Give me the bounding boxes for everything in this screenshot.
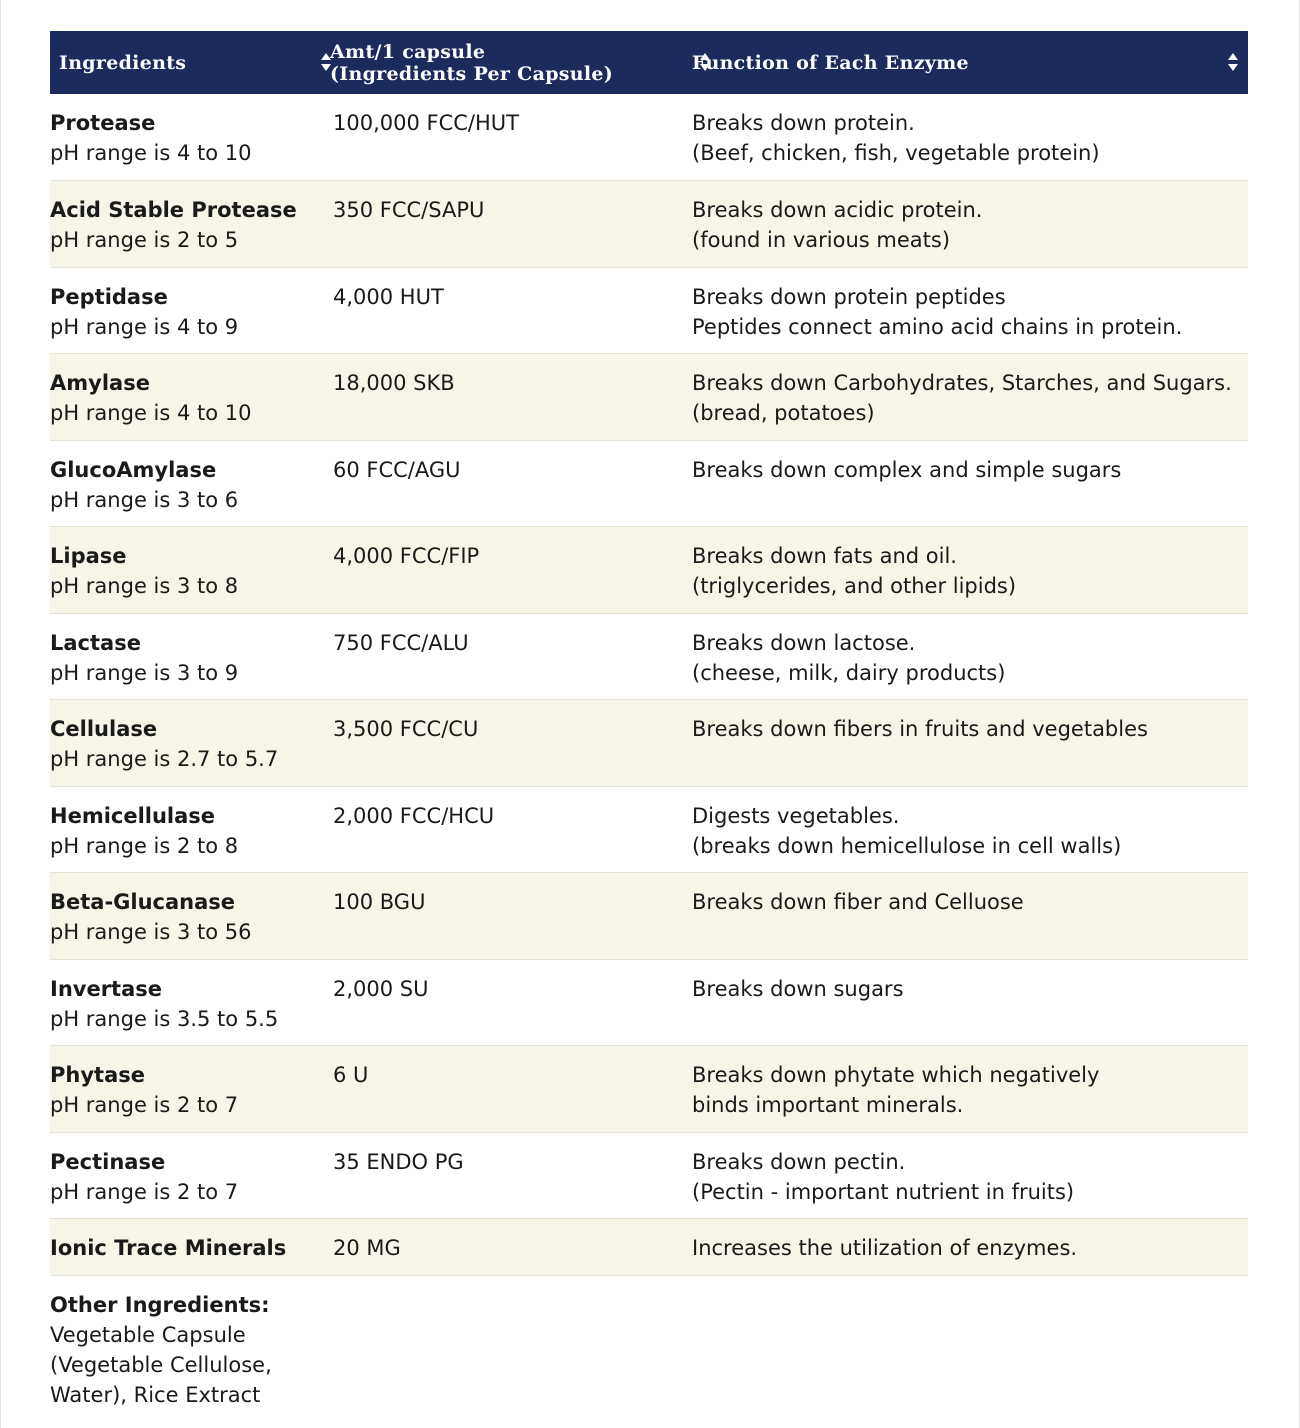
ph-range: pH range is 2 to 8 [50,834,239,858]
function-line-1: Breaks down lactose. [692,631,916,655]
header-function-label: Function of Each Enzyme [692,51,969,74]
ingredient-cell [50,181,333,267]
table-row [50,181,1248,268]
amount-cell [333,614,692,699]
function-cell [692,94,1248,180]
ingredient-name: Hemicellulase [50,804,216,828]
amount-value: 18,000 SKB [333,371,455,395]
ingredient-cell [50,614,333,699]
ph-range: pH range is 2 to 5 [50,228,239,252]
function-line-2: (cheese, milk, dairy products) [692,661,1006,685]
table-header [50,31,1248,94]
function-line-1: Breaks down protein peptides [692,285,1006,309]
amount-cell [333,960,692,1045]
ingredient-name: Beta-Glucanase [50,890,236,914]
ingredient-name: Pectinase [50,1150,166,1174]
ph-range: pH range is 2 to 7 [50,1180,239,1204]
function-line-1: Digests vegetables. [692,804,900,828]
function-cell [692,1219,1248,1275]
ingredient-cell [50,441,333,526]
amount-cell [333,700,692,786]
function-cell [692,700,1248,786]
ph-range: pH range is 3 to 6 [50,488,239,512]
table-row [50,441,1248,527]
amount-cell [333,527,692,613]
table-row [50,873,1248,960]
amount-value: 2,000 SU [333,977,429,1001]
table-row [50,94,1248,181]
ingredient-cell [50,787,333,872]
ingredient-name: Protease [50,111,156,135]
function-line-2: (bread, potatoes) [692,401,875,425]
ingredient-cell [50,960,333,1045]
amount-value: 2,000 FCC/HCU [333,804,495,828]
ph-range: pH range is 4 to 10 [50,141,252,165]
function-cell [692,268,1248,353]
amount-value: 3,500 FCC/CU [333,717,479,741]
function-line-1: Breaks down acidic protein. [692,198,983,222]
ingredient-name: Cellulase [50,717,158,741]
amount-value: 6 U [333,1063,369,1087]
amount-cell [333,268,692,353]
other-ingredients-cell [50,1276,333,1416]
table-row [50,1046,1248,1133]
ingredient-name: Invertase [50,977,163,1001]
amount-value: 100 BGU [333,890,426,914]
amount-cell [333,1046,692,1132]
function-line-2: (breaks down hemicellulose in cell walls) [692,834,1122,858]
ingredient-cell [50,1046,333,1132]
ingredient-name: Lipase [50,544,127,568]
amount-cell [333,873,692,959]
other-ingredients-line: Vegetable Capsule [50,1323,246,1347]
function-cell [692,181,1248,267]
function-line-2: binds important minerals. [692,1093,964,1117]
amount-cell [333,1133,692,1218]
table-row [50,614,1248,700]
table-row [50,1219,1248,1276]
table-row [50,1133,1248,1219]
function-line-1: Breaks down fats and oil. [692,544,957,568]
amount-cell [333,354,692,440]
ph-range: pH range is 2 to 7 [50,1093,239,1117]
header-function[interactable] [692,31,1248,94]
function-line-2: (Pectin - important nutrient in fruits) [692,1180,1075,1204]
ingredient-name: Ionic Trace Minerals [50,1236,287,1260]
table-row [50,268,1248,354]
ingredient-name: Amylase [50,371,150,395]
amount-cell [333,1219,692,1275]
function-cell [692,1133,1248,1218]
function-line-1: Breaks down Carbohydrates, Starches, and Sugars. [692,371,1232,395]
ph-range: pH range is 3.5 to 5.5 [50,1007,279,1031]
sort-icon[interactable] [1226,52,1240,72]
amount-value: 750 FCC/ALU [333,631,469,655]
function-cell [692,960,1248,1045]
amount-value: 4,000 HUT [333,285,444,309]
function-cell [692,1276,1248,1416]
ingredient-cell [50,1133,333,1218]
ingredient-name: Acid Stable Protease [50,198,297,222]
ingredient-cell [50,873,333,959]
other-ingredients-row [50,1276,1248,1416]
function-cell [692,614,1248,699]
table-row [50,354,1248,441]
header-amount-label: Amt/1 capsule (Ingredients Per Capsule) [330,40,614,85]
amount-value: 20 MG [333,1236,401,1260]
ingredient-cell [50,94,333,180]
other-ingredients-line: Water), Rice Extract [50,1383,261,1407]
table-row [50,527,1248,614]
table-row [50,787,1248,873]
amount-cell [333,441,692,526]
ph-range: pH range is 3 to 9 [50,661,239,685]
header-amount[interactable] [330,31,692,94]
amount-cell [333,1276,692,1416]
amount-value: 60 FCC/AGU [333,458,461,482]
header-ingredients[interactable] [50,31,333,94]
function-cell [692,873,1248,959]
ingredient-name: Lactase [50,631,141,655]
other-ingredients-title: Other Ingredients: [50,1293,270,1317]
function-line-1: Breaks down complex and simple sugars [692,458,1122,482]
header-ingredients-label: Ingredients [59,51,187,74]
function-line-2: Peptides connect amino acid chains in protein. [692,315,1183,339]
function-line-1: Breaks down phytate which negatively [692,1063,1100,1087]
ingredient-cell [50,700,333,786]
table-row [50,700,1248,787]
table-body [50,94,1248,1416]
amount-value: 350 FCC/SAPU [333,198,485,222]
table-row [50,960,1248,1046]
function-line-1: Increases the utilization of enzymes. [692,1236,1078,1260]
function-cell [692,787,1248,872]
amount-value: 100,000 FCC/HUT [333,111,519,135]
function-line-1: Breaks down fibers in fruits and vegetables [692,717,1148,741]
function-cell [692,441,1248,526]
function-cell [692,354,1248,440]
function-line-1: Breaks down pectin. [692,1150,906,1174]
amount-cell [333,787,692,872]
function-line-2: (found in various meats) [692,228,951,252]
function-line-1: Breaks down protein. [692,111,915,135]
function-cell [692,527,1248,613]
amount-value: 35 ENDO PG [333,1150,464,1174]
ingredient-name: Peptidase [50,285,168,309]
ingredient-cell [50,527,333,613]
ingredient-cell [50,1219,333,1275]
ph-range: pH range is 2.7 to 5.7 [50,747,279,771]
ph-range: pH range is 3 to 56 [50,920,252,944]
function-line-1: Breaks down sugars [692,977,904,1001]
amount-value: 4,000 FCC/FIP [333,544,480,568]
ingredient-cell [50,268,333,353]
ph-range: pH range is 4 to 10 [50,401,252,425]
ingredient-name: GlucoAmylase [50,458,217,482]
ph-range: pH range is 3 to 8 [50,574,239,598]
function-line-2: (Beef, chicken, fish, vegetable protein) [692,141,1100,165]
amount-cell [333,94,692,180]
ingredient-name: Phytase [50,1063,145,1087]
function-line-2: (triglycerides, and other lipids) [692,574,1017,598]
amount-cell [333,181,692,267]
ingredients-table [50,31,1248,1416]
ph-range: pH range is 4 to 9 [50,315,239,339]
function-cell [692,1046,1248,1132]
ingredient-cell [50,354,333,440]
other-ingredients-line: (Vegetable Cellulose, [50,1353,272,1377]
function-line-1: Breaks down fiber and Celluose [692,890,1024,914]
